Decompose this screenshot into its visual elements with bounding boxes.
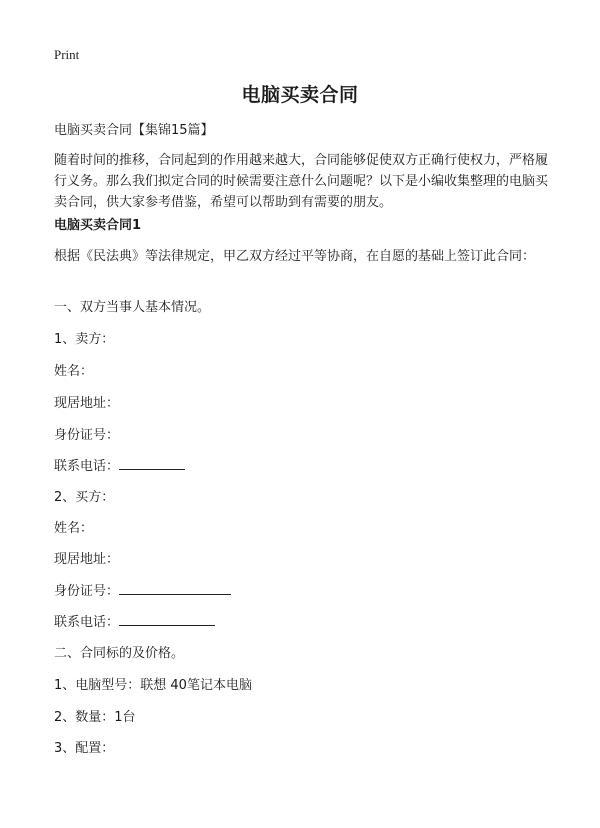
preamble-paragraph: 根据《民法典》等法律规定，甲乙双方经过平等协商，在自愿的基础上签订此合同： — [54, 249, 536, 264]
seller-phone-blank — [119, 455, 185, 470]
buyer-phone-label: 联系电话： — [54, 615, 120, 630]
seller-id-field — [54, 424, 119, 443]
section-price-title: 二、合同标的及价格。 — [54, 646, 185, 661]
seller-label: 1、卖方： — [54, 332, 115, 347]
item-config-line: 3、配置： — [54, 741, 115, 756]
document-subtitle: 电脑买卖合同【集锦15篇】 — [54, 123, 214, 138]
section-parties-title: 一、双方当事人基本情况。 — [54, 300, 211, 315]
buyer-id-field — [54, 580, 231, 599]
seller-address-field — [54, 392, 119, 411]
item-quantity-line: 2、数量：1台 — [54, 710, 136, 725]
buyer-id-label: 身份证号： — [54, 584, 120, 599]
seller-name-label: 姓名： — [54, 364, 94, 379]
document-title: 电脑买卖合同 — [241, 84, 359, 106]
contract-heading: 电脑买卖合同1 — [54, 218, 142, 233]
seller-id-label: 身份证号： — [54, 428, 120, 443]
buyer-phone-field — [54, 611, 215, 630]
seller-address-label: 现居地址： — [54, 396, 120, 411]
seller-phone-label: 联系电话： — [54, 459, 120, 474]
buyer-phone-blank — [119, 611, 215, 626]
buyer-label: 2、买方： — [54, 490, 115, 505]
seller-name-field — [54, 360, 93, 379]
seller-phone-field — [54, 455, 185, 474]
intro-paragraph: 随着时间的推移，合同起到的作用越来越大，合同能够促使双方正确行使权力，严格履行义务。那么我们拟定合同的时候需要注意什么问题呢？以下是小编收集整理的电脑买卖合同，供大家参考借鉴，希望可以帮助到有需要的朋友。 — [54, 153, 549, 210]
buyer-address-field — [54, 548, 119, 567]
item-model-line: 1、电脑型号：联想 40笔记本电脑 — [54, 678, 252, 693]
buyer-address-label: 现居地址： — [54, 552, 120, 567]
buyer-name-label: 姓名： — [54, 521, 94, 536]
print-label: Print — [54, 47, 80, 62]
buyer-id-blank — [119, 580, 231, 595]
buyer-name-field — [54, 517, 93, 536]
